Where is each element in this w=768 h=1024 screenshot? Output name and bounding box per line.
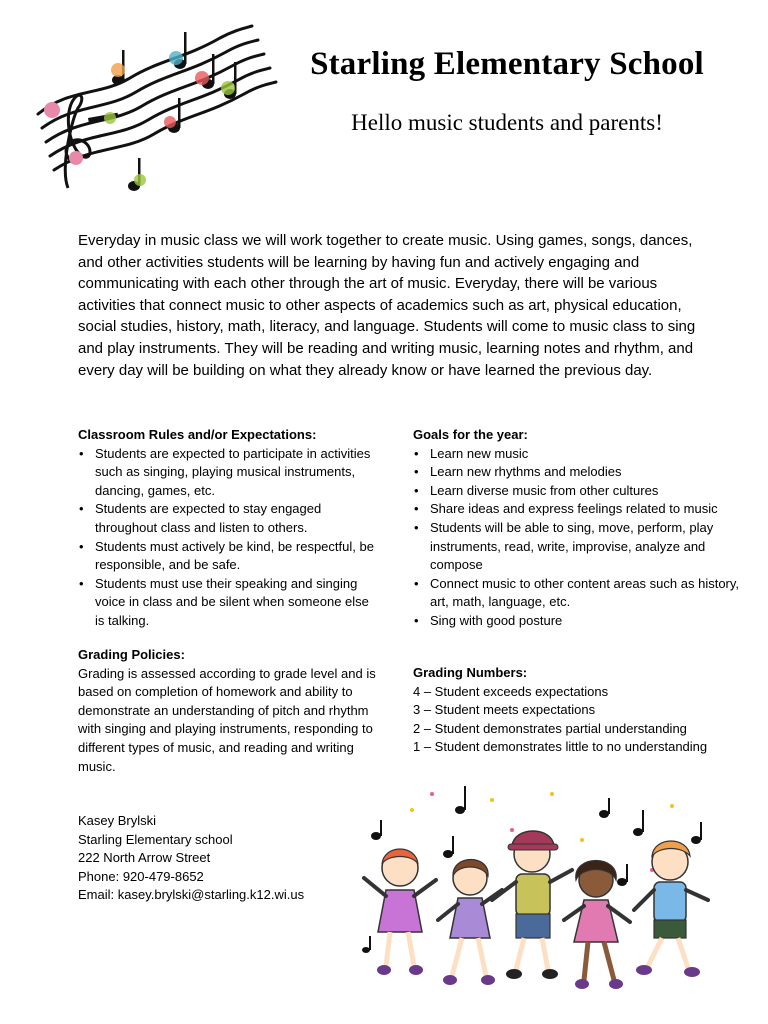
contact-block [78,812,378,905]
grading-numbers-section [413,664,743,757]
dancing-children-illustration [352,770,732,1020]
grading-policies-text: Grading is assessed according to grade level and is based on completion of homework and ability to demonstrate an understanding of pitch and rhythm with singing and playing instruments, responding to different types of music, and reading and writing music. [78,665,376,774]
rules-list [78,445,378,631]
music-notes-illustration [30,18,280,198]
goals-list [413,445,743,631]
grading-number-item: 3 – Student meets expectations [413,702,596,718]
list-item: • Students are expected to stay engaged throughout class and listen to others. [78,500,378,537]
kid-1 [364,849,436,975]
list-item: • Students must actively be kind, be respectful, be responsible, and be safe. [78,538,378,575]
rules-heading: Classroom Rules and/or Expectations: [78,427,317,442]
grading-number-item: 4 – Student exceeds expectations [413,683,609,699]
list-item: • Connect music to other content areas such as history, art, math, language, etc. [413,575,743,612]
rules-section [78,426,378,631]
goals-heading: Goals for the year: [413,427,528,442]
list-item: • Sing with good posture [413,612,743,631]
page-subtitle: Hello music students and parents! [351,110,663,135]
contact-address: 222 North Arrow Street [78,850,211,866]
list-item: • Students are expected to participate in activities such as singing, playing musical instruments, dancing, games, etc. [78,445,378,501]
list-item: • Share ideas and express feelings related to music [413,500,743,519]
goals-section [413,426,743,631]
grading-numbers-heading: Grading Numbers: [413,665,528,680]
list-item: • Students must use their speaking and singing voice in class and be silent when someone else is talking. [78,575,378,631]
page-title: Starling Elementary School [310,46,704,82]
contact-school: Starling Elementary school [78,831,233,847]
grading-number-item: 2 – Student demonstrates partial understanding [413,720,687,736]
grading-policies-heading: Grading Policies: [78,647,185,662]
list-item: • Learn diverse music from other cultures [413,482,743,501]
list-item: • Learn new music [413,445,743,464]
grading-policies-section [78,646,378,776]
list-item: • Learn new rhythms and melodies [413,463,743,482]
contact-phone: Phone: 920-479-8652 [78,868,204,884]
intro-paragraph: Everyday in music class we will work together to create music. Using games, songs, dances, and other activities students will be learning by having fun and actively engaging and communicating with each other through the art of music. Everyday, there will be various activities that connect music to other aspects of academics such as art, physical education, social studies, history, math, literacy, and language. Students will come to music class to sing and play instruments. They will be reading and writing music, learning notes and rhythm, and every day will be building on what they already know or have learned the previous day. [78,232,696,379]
kid-3 [492,831,572,979]
list-item: • Students will be able to sing, move, perform, play instruments, read, write, improvise, analyze and compose [413,519,743,575]
kid-5 [634,841,708,977]
grading-number-item: 1 – Student demonstrates little to no understanding [413,739,708,755]
contact-email: Email: kasey.brylski@starling.k12.wi.us [78,887,305,903]
contact-name: Kasey Brylski [78,813,157,828]
kid-2 [438,860,502,986]
